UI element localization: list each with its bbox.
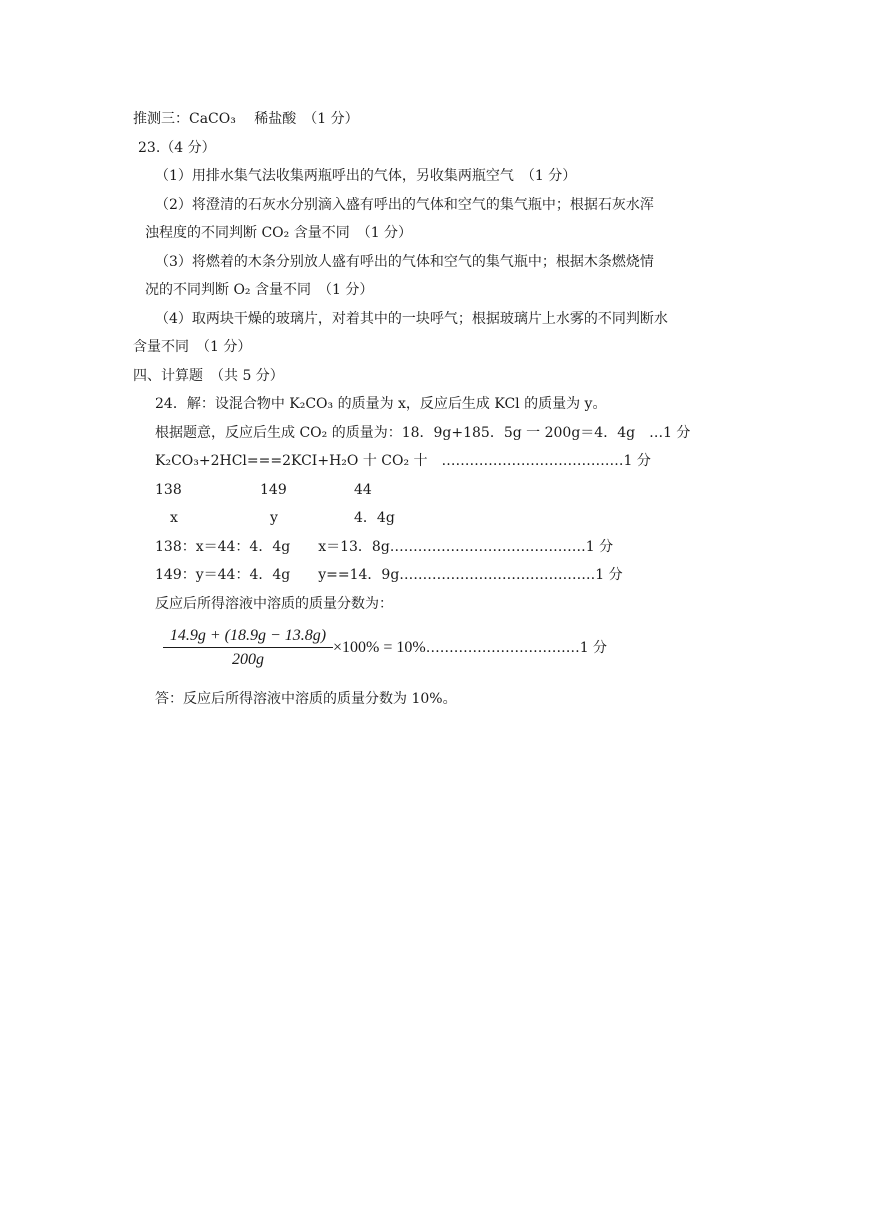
text-line: 反应后所得溶液中溶质的质量分数为： <box>155 596 393 612</box>
text-line: 况的不同判断 O₂ 含量不同 （1 分） <box>145 282 374 298</box>
answer-line: 答：反应后所得溶液中溶质的质量分数为 10%。 <box>155 691 457 707</box>
text-line: 浊程度的不同判断 CO₂ 含量不同 （1 分） <box>145 225 413 241</box>
fraction-bar <box>163 647 333 648</box>
fraction-result-text: ×100% = 10% <box>333 639 426 656</box>
text-line: 根据题意，反应后生成 CO₂ 的质量为：18．9g+185．5g 一 200g＝4．4g …1 分 <box>155 425 691 441</box>
text-line: 含量不同 （1 分） <box>133 339 252 355</box>
variable-y: y <box>270 510 278 526</box>
equation-line: K₂CO₃+2HCl===2KCI+H₂O 十 CO₂ 十 …………………………………1 分 <box>155 453 651 469</box>
fraction-denominator: 200g <box>232 651 264 668</box>
molar-mass-kcl: 149 <box>260 482 287 498</box>
score-dots: ……………………………1 分 <box>425 640 608 656</box>
fraction-result <box>333 637 607 659</box>
fraction-formula <box>163 626 333 670</box>
section-heading: 四、计算题 （共 5 分） <box>133 368 284 384</box>
molar-mass-k2co3: 138 <box>155 482 182 498</box>
text-line: 推测三：CaCO₃ 稀盐酸 （1 分） <box>133 111 359 127</box>
text-line: （3）将燃着的木条分别放人盛有呼出的气体和空气的集气瓶中；根据木条燃烧情 <box>155 254 654 270</box>
text-line: （1）用排水集气法收集两瓶呼出的气体，另收集两瓶空气 （1 分） <box>155 168 577 184</box>
variable-x: x <box>170 510 178 526</box>
question-number: 23.（4 分） <box>138 140 216 156</box>
mass-co2: 4．4g <box>354 510 395 526</box>
text-line: 138：x＝44：4．4g x＝13．8g……………………………………1 分 <box>155 539 614 555</box>
molar-mass-co2: 44 <box>354 482 372 498</box>
text-line: （2）将澄清的石灰水分别滴入盛有呼出的气体和空气的集气瓶中；根据石灰水浑 <box>155 197 654 213</box>
fraction-numerator: 14.9g + (18.9g − 13.8g) <box>169 627 327 644</box>
text-line: 24．解：设混合物中 K₂CO₃ 的质量为 x，反应后生成 KCl 的质量为 y。 <box>155 396 607 412</box>
text-line: 149：y＝44：4．4g y==14．9g……………………………………1 分 <box>155 567 623 583</box>
text-line: （4）取两块干燥的玻璃片，对着其中的一块呼气；根据玻璃片上水雾的不同判断水 <box>155 311 668 327</box>
